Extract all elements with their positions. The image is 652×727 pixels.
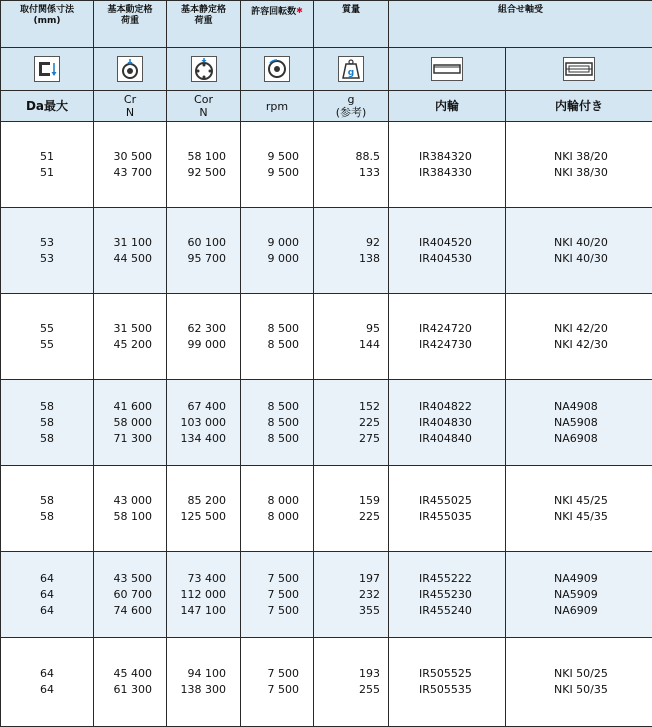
cell-value: 8 500 [241, 431, 299, 447]
unit-mass: g (参考) [314, 91, 389, 122]
cell-static-load [167, 294, 241, 380]
cell-value: 55 [1, 337, 93, 353]
cell-value: 58 [1, 399, 93, 415]
cell-da [1, 122, 94, 208]
cell-value: NA4908 [554, 399, 652, 415]
cell-value: 73 400 [167, 571, 226, 587]
cell-value: 8 500 [241, 337, 299, 353]
cell-da [1, 294, 94, 380]
cell-value: NKI 50/25 [554, 666, 652, 682]
cell-value: NKI 40/30 [554, 251, 652, 267]
cell-value: 30 500 [94, 149, 152, 165]
cell-value: IR455240 [419, 603, 505, 619]
cell-value: 58 [1, 493, 93, 509]
cell-speed [241, 122, 314, 208]
cell-value: 92 [314, 235, 380, 251]
cell-value: IR404830 [419, 415, 505, 431]
cell-value: 74 600 [94, 603, 152, 619]
cell-value: 9 000 [241, 235, 299, 251]
cell-value: 7 500 [241, 603, 299, 619]
cell-value: NA5909 [554, 587, 652, 603]
cell-mass [314, 294, 389, 380]
header-icon-row [1, 48, 652, 91]
cell-value: 8 500 [241, 415, 299, 431]
cell-mass [314, 552, 389, 638]
cell-value: 138 [314, 251, 380, 267]
cell-dynamic-load [94, 294, 167, 380]
cell-value: NKI 38/20 [554, 149, 652, 165]
table-row [1, 638, 652, 727]
cell-value: 51 [1, 149, 93, 165]
cell-inner-ring [389, 294, 506, 380]
table-row [1, 122, 652, 208]
cell-da [1, 208, 94, 294]
cell-with-inner-ring [506, 122, 652, 208]
cell-static-load [167, 380, 241, 466]
bearing-with-inner-ring-icon [506, 48, 652, 91]
unit-with-inner-ring: 内輪付き [506, 91, 652, 122]
cell-value: NA5908 [554, 415, 652, 431]
cell-da [1, 466, 94, 552]
cell-value: 159 [314, 493, 380, 509]
cell-value: 85 200 [167, 493, 226, 509]
cell-speed [241, 552, 314, 638]
cell-dynamic-load [94, 380, 167, 466]
cell-value: IR455230 [419, 587, 505, 603]
cell-value: 112 000 [167, 587, 226, 603]
cell-value: NKI 40/20 [554, 235, 652, 251]
cell-value: 138 300 [167, 682, 226, 698]
cell-value: 43 500 [94, 571, 152, 587]
cell-static-load [167, 638, 241, 727]
cell-value: 7 500 [241, 587, 299, 603]
cell-value: 133 [314, 165, 380, 181]
cell-with-inner-ring [506, 208, 652, 294]
cell-value: 8 500 [241, 321, 299, 337]
cell-inner-ring [389, 638, 506, 727]
cell-value: 64 [1, 682, 93, 698]
note-mark: ✱ [296, 6, 303, 15]
cell-speed [241, 638, 314, 727]
cell-value: 31 100 [94, 235, 152, 251]
cell-with-inner-ring [506, 294, 652, 380]
cell-value: 9 500 [241, 165, 299, 181]
cell-value: NA6909 [554, 603, 652, 619]
cell-dynamic-load [94, 122, 167, 208]
cell-speed [241, 466, 314, 552]
cell-value: 71 300 [94, 431, 152, 447]
cell-value: IR384330 [419, 165, 505, 181]
cell-value: 58 100 [94, 509, 152, 525]
cell-dynamic-load [94, 638, 167, 727]
header-mounting-dim: 取付関係寸法 (mm) [1, 1, 94, 48]
cell-value: 67 400 [167, 399, 226, 415]
header-label-row [1, 1, 652, 48]
cell-value: 225 [314, 509, 380, 525]
cell-value: NKI 50/35 [554, 682, 652, 698]
cell-value: 9 500 [241, 149, 299, 165]
table-body [1, 122, 652, 727]
cell-value: 55 [1, 321, 93, 337]
cell-value: NKI 45/35 [554, 509, 652, 525]
cell-value: NA6908 [554, 431, 652, 447]
cell-da [1, 552, 94, 638]
cell-value: 45 400 [94, 666, 152, 682]
cell-value: NKI 42/30 [554, 337, 652, 353]
cell-value: 44 500 [94, 251, 152, 267]
cell-value: 64 [1, 603, 93, 619]
cell-static-load [167, 208, 241, 294]
svg-text:g: g [348, 68, 354, 78]
cell-value: 152 [314, 399, 380, 415]
cell-value: 255 [314, 682, 380, 698]
cell-static-load [167, 122, 241, 208]
cell-value: 58 100 [167, 149, 226, 165]
header-combined-bearing: 組合せ軸受 [389, 1, 652, 48]
mounting-dimension-icon [1, 48, 94, 91]
header-unit-row [1, 91, 652, 122]
cell-value: 7 500 [241, 571, 299, 587]
cell-value: 232 [314, 587, 380, 603]
cell-value: IR384320 [419, 149, 505, 165]
table-row [1, 380, 652, 466]
cell-mass [314, 466, 389, 552]
cell-value: 94 100 [167, 666, 226, 682]
cell-value: 8 500 [241, 399, 299, 415]
cell-mass [314, 122, 389, 208]
cell-value: 125 500 [167, 509, 226, 525]
header-allowable-speed: 許容回転数✱ [241, 1, 314, 48]
cell-with-inner-ring [506, 380, 652, 466]
cell-value: 144 [314, 337, 380, 353]
cell-dynamic-load [94, 552, 167, 638]
cell-value: 355 [314, 603, 380, 619]
cell-value: 103 000 [167, 415, 226, 431]
cell-speed [241, 208, 314, 294]
cell-value: 58 000 [94, 415, 152, 431]
cell-value: 53 [1, 235, 93, 251]
cell-value: 60 100 [167, 235, 226, 251]
cell-value: 64 [1, 571, 93, 587]
cell-value: 88.5 [314, 149, 380, 165]
unit-rpm: rpm [241, 91, 314, 122]
cell-static-load [167, 466, 241, 552]
cell-value: 92 500 [167, 165, 226, 181]
cell-value: IR404530 [419, 251, 505, 267]
cell-value: 43 700 [94, 165, 152, 181]
cell-value: 60 700 [94, 587, 152, 603]
cell-value: 31 500 [94, 321, 152, 337]
cell-value: 7 500 [241, 666, 299, 682]
cell-da [1, 638, 94, 727]
cell-value: 53 [1, 251, 93, 267]
unit-cr: Cr N [94, 91, 167, 122]
cell-value: 197 [314, 571, 380, 587]
cell-value: 134 400 [167, 431, 226, 447]
cell-value: 9 000 [241, 251, 299, 267]
header-static-load: 基本静定格 荷重 [167, 1, 241, 48]
cell-value: 95 700 [167, 251, 226, 267]
cell-inner-ring [389, 552, 506, 638]
cell-inner-ring [389, 380, 506, 466]
unit-inner-ring: 内輪 [389, 91, 506, 122]
cell-value: IR455025 [419, 493, 505, 509]
cell-value: IR404520 [419, 235, 505, 251]
cell-with-inner-ring [506, 552, 652, 638]
cell-inner-ring [389, 122, 506, 208]
cell-value: 41 600 [94, 399, 152, 415]
cell-inner-ring [389, 208, 506, 294]
cell-with-inner-ring [506, 638, 652, 727]
cell-dynamic-load [94, 208, 167, 294]
cell-value: 51 [1, 165, 93, 181]
table-row [1, 466, 652, 552]
cell-value: IR424730 [419, 337, 505, 353]
cell-value: 147 100 [167, 603, 226, 619]
table-row [1, 294, 652, 380]
cell-value: 61 300 [94, 682, 152, 698]
cell-value: 58 [1, 509, 93, 525]
cell-value: IR404840 [419, 431, 505, 447]
cell-dynamic-load [94, 466, 167, 552]
rotation-speed-icon [241, 48, 314, 91]
cell-value: IR424720 [419, 321, 505, 337]
cell-value: NA4909 [554, 571, 652, 587]
cell-value: IR404822 [419, 399, 505, 415]
cell-value: NKI 42/20 [554, 321, 652, 337]
cell-value: 45 200 [94, 337, 152, 353]
header-dynamic-load: 基本動定格 荷重 [94, 1, 167, 48]
cell-static-load [167, 552, 241, 638]
cell-value: IR455035 [419, 509, 505, 525]
cell-mass [314, 380, 389, 466]
cell-speed [241, 294, 314, 380]
inner-ring-icon [389, 48, 506, 91]
cell-speed [241, 380, 314, 466]
cell-mass [314, 638, 389, 727]
cell-value: 43 000 [94, 493, 152, 509]
cell-inner-ring [389, 466, 506, 552]
cell-value: 8 000 [241, 493, 299, 509]
unit-cor: Cor N [167, 91, 241, 122]
cell-value: NKI 45/25 [554, 493, 652, 509]
cell-value: 64 [1, 587, 93, 603]
mass-weight-icon [314, 48, 389, 91]
cell-value: 225 [314, 415, 380, 431]
cell-value: 7 500 [241, 682, 299, 698]
cell-value: IR505535 [419, 682, 505, 698]
cell-value: 58 [1, 415, 93, 431]
unit-da-max: Da最大 [1, 91, 94, 122]
cell-value: 8 000 [241, 509, 299, 525]
cell-with-inner-ring [506, 466, 652, 552]
cell-value: IR455222 [419, 571, 505, 587]
cell-value: 193 [314, 666, 380, 682]
cell-da [1, 380, 94, 466]
static-load-icon [167, 48, 241, 91]
cell-value: 275 [314, 431, 380, 447]
cell-value: 95 [314, 321, 380, 337]
header-mass: 質量 [314, 1, 389, 48]
cell-value: 62 300 [167, 321, 226, 337]
cell-mass [314, 208, 389, 294]
cell-value: IR505525 [419, 666, 505, 682]
dynamic-load-icon [94, 48, 167, 91]
cell-value: 64 [1, 666, 93, 682]
table-row [1, 208, 652, 294]
cell-value: NKI 38/30 [554, 165, 652, 181]
cell-value: 99 000 [167, 337, 226, 353]
table-row [1, 552, 652, 638]
cell-value: 58 [1, 431, 93, 447]
